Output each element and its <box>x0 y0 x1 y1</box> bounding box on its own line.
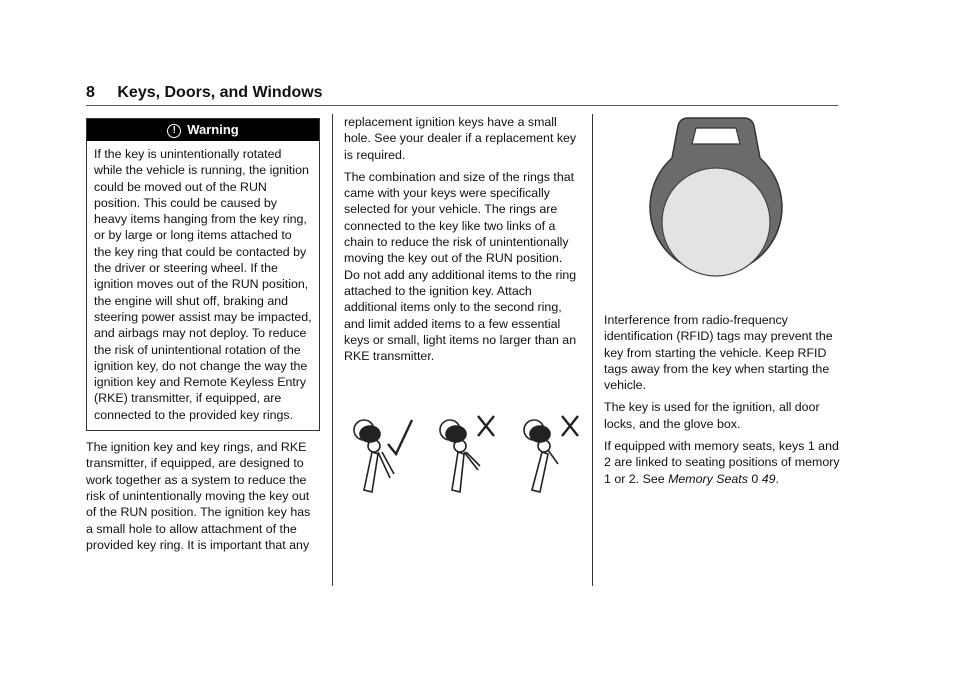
right-paragraph-1: Interference from radio-frequency identification (RFID) tags may prevent the key from starting the vehicle. Keep RFID tags away from the key when starting the vehicle. <box>604 313 833 393</box>
rfid-tag-illustration <box>648 114 784 303</box>
page-number: 8 <box>86 84 95 101</box>
column-divider-2 <box>592 114 593 586</box>
key-ring-illustration <box>344 408 584 509</box>
left-paragraph-1: The ignition key and key rings, and RKE transmitter, if equipped, are designed to work together as a system to reduce the risk of unintentionally moving the key out of the RUN position. The ignition key has a small hole to allow attachment of the provided key ring. It is important that any <box>86 440 311 552</box>
left-column <box>86 118 320 559</box>
warning-text: If the key is unintentionally rotated while the vehicle is running, the ignition could be moved out of the RUN position. This could be caused by heavy items hanging from the key ring, or by large or long items attached to the key ring that could be contacted by the driver or steering wheel. If the ignition moves out of the RUN position, the engine will shut off, braking and steering power assist may be impacted, and airbags may not deploy. To reduce the risk of unintentional rotation of the ignition key, do not change the way the ignition key and Remote Keyless Entry (RKE) transmitter, if equipped, are connected to the provided key rings. <box>94 147 312 422</box>
warning-box <box>86 118 320 431</box>
right-paragraph-3 <box>604 438 840 487</box>
column-divider-1 <box>332 114 333 586</box>
memory-seats-page[interactable]: 49 <box>761 471 776 486</box>
section-title: Keys, Doors, and Windows <box>117 84 323 101</box>
warning-exclamation-icon: ! <box>167 124 181 138</box>
key-set-wrong-1 <box>440 416 494 492</box>
page-ref-arrow-icon: 0 <box>751 471 759 486</box>
warning-header <box>87 119 319 141</box>
warning-title: Warning <box>187 122 239 137</box>
right-paragraph-2: The key is used for the ignition, all door locks, and the glove box. <box>604 400 820 431</box>
page-header <box>86 84 323 102</box>
memory-seats-text: If equipped with memory seats, keys 1 and 2 are linked to seating positions of memory 1 or 2. See <box>604 439 840 486</box>
middle-paragraph-1: replacement ignition keys have a small hole. See your dealer if a replacement key is required. <box>344 115 577 162</box>
right-column <box>604 312 840 493</box>
middle-paragraph-2: The combination and size of the rings that came with your keys were specifically selected for your vehicle. The rings are connected to the key like two links of a chain to reduce the risk of unintentionally moving the key out of the RUN position. Do not add any additional items to the ring attached to the ignition key. Attach additional items only to the second ring, and limit added items to a few essential keys or small, light items no larger than an RKE transmitter. <box>344 169 577 364</box>
paragraph-end: . <box>775 471 779 486</box>
memory-seats-link[interactable]: Memory Seats <box>668 471 748 486</box>
middle-column <box>344 114 580 370</box>
key-set-wrong-2 <box>524 416 578 492</box>
key-set-correct <box>354 420 412 492</box>
header-rule <box>86 105 838 106</box>
